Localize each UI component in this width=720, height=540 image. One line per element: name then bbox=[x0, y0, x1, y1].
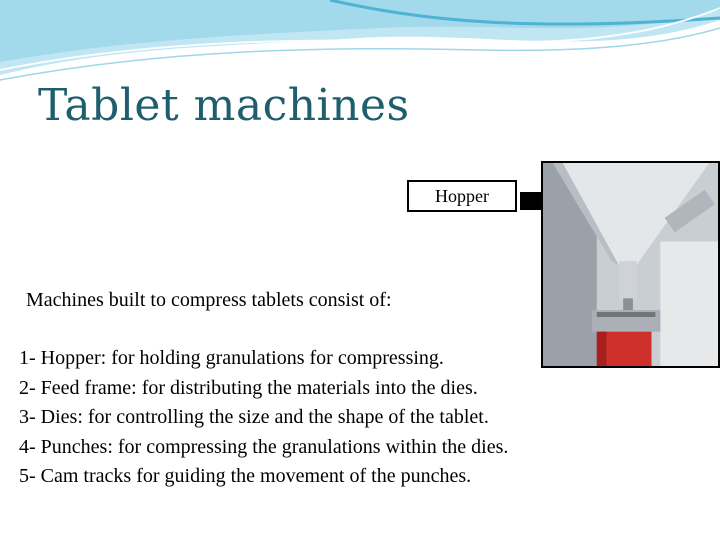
list-item: 1- Hopper: for holding granulations for compressing. bbox=[19, 347, 444, 369]
list-item: 3- Dies: for controlling the size and the shape of the tablet. bbox=[19, 406, 489, 428]
hopper-photo bbox=[541, 161, 720, 368]
hopper-label-box bbox=[407, 180, 517, 212]
slide-title: Tablet machines bbox=[38, 80, 410, 131]
list-item: 4- Punches: for compressing the granulations within the dies. bbox=[19, 435, 509, 458]
list-item: 5- Cam tracks for guiding the movement of the punches. bbox=[19, 465, 472, 487]
component-list bbox=[19, 344, 508, 492]
hopper-label: Hopper bbox=[435, 185, 489, 206]
header-wave-decoration bbox=[0, 0, 720, 90]
list-item: 2- Feed frame: for distributing the materials into the dies. bbox=[19, 376, 478, 399]
intro-text: Machines built to compress tablets consist of: bbox=[26, 289, 392, 311]
